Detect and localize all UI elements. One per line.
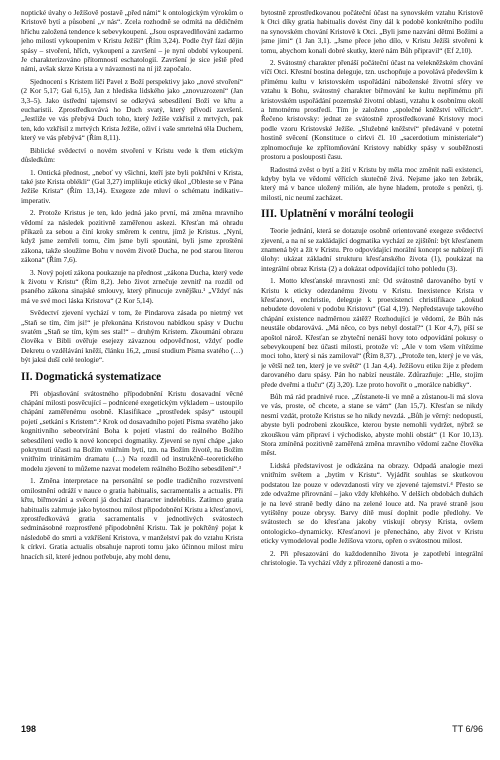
paragraph: 2. Svátostný charakter přenáší počáteční účast na velekněžském chování víčí Otci. Křestní bostina deleguje, tzn. uschopňuje a povolává především k přímému kultu v kristovském uspořádání náboženské životní sféry ve vztahu k Bohu, svátostný charakter biřmování ke kultu nepřímému při kristovském uspořádání pozemské životní oblasti, vztahu k osobnímu okolí a hmotnému prostředí. Tím je založeno „společné kněžství věřících“. Řečeno kristovsky: jednat ze svátostně zprostředkované Kristovy moci podle vzoru Kristovské Ježíše. „Služebné kněžství“ předávané v potetní hostině svěcení (Konstituce o církvi čl. 10 „sacerdotium ministeriale“) zplnomocňuje ke zpřítomňování Kristovy nabídky spásy v souběžnosti prostoru a poslouposti času. <box>261 58 483 162</box>
paragraph: Svědectví zjevení vychází v tom, že Pindarova zásada po nietrný vet „Staň se tím, čím jsi!“ je překonána Kristovou nabídkou spásy v Duchu svatém „Staň se tím, kým ses stal!“ – druhým Kristem. Zkoumání obrazu člověka v Bibli ověřuje esejezy závaznou odpověďnost, vždyť podle Dekretu o vzdělávání kněží, článku 16,2, „musí studium Písma svatého (…) být jaksi duší celé teologie“. <box>21 308 243 365</box>
paragraph: 1. Motto křesťanské mravnosti zní: Od svátostně darovaného bytí v Kristu k eticky odezdanému životu v Kristu. Inexistence Krista v křesťanovi, enchristie, deleguje k proexistenci christifikace „dokud nebudete dovoleni v podobu Kristovu“ (Gal 4,19). Nepředstavuje takového chápání existence nadměrnou zátěž? Rozhodující je vědomí, že Bůh nás neustále obdarovává. „Má něco, co bys nebyl dostal?“ (1 Kor 4,7), píší se apoštol nárož. Křesťan se zbyteční nenáší hovy toto odpovídání pokusy o sebevykoupení bez účasti milosti, protože ví: „Ale v tom všem vítězíme moci toho, který si nás zamiloval“ (Řím 8,37). „Protože ten, který je ve vás, je větší než ten, který je ve světě“ (1 Jan 4,4). Ježíšovu etiku žije z předem darovaného daru spásy. Pán ho nabízí neustále. Zdůrazňuje: „Hle, stojím přede dveřmi a tluču“ (Zj 3,20). Lze proto hovořit o „morálce nabídky“. <box>261 276 483 389</box>
section-heading-dogmatic: II. Dogmatická systematizace <box>21 370 162 383</box>
paragraph: Při objasňování svátostného přípodobnění Kristu dosavadní věcné chápání milosti posvěcující – podnícené exegetickým výkladem – ustoupilo chápání zaměřenému osobně. Klasifikace „prostředek spásy“ ustoupil pojetí „setkání s Kristem“.² Krok od dosavadního pojetí Písma svatého jako kognitivního sebeotvírání Boha k pojetí vlastní do reálného Božího sebesdílení vedlo k nové koncepci dogmatiky. Zjevení se nyní chápe „jako pokrytnutí účasti na Božím vnitřním bytí, tzn. na Božím životě, na Božím vnitřním trinitárním dramatu (…) Na rozdíl od instrukčně–teoretického modelu zjevení to můžeme nazvat modelem reálného Božího sebesdílení“.³ <box>21 388 243 473</box>
left-column <box>21 8 243 720</box>
issue-label: TT 6/96 <box>452 724 483 734</box>
paragraph: Teorie jednání, která se dotazuje osobně orientované exegeze svědectví zjevení, a na ní se zakládající dogmatika vychází ze zjištění: být křesťanem znamená být a žít v Kristu. Pro odpovídající morální koncept se nabízejí tři úlohy: ukázat základní strukturu křesťanského života (1), poukázat na integrální obraz Krista (2) a dokázat odpovídající toho pohledu (3). <box>261 226 483 273</box>
document-page <box>21 8 483 738</box>
page-number: 198 <box>21 724 37 734</box>
paragraph: Biblické svědectví o novém stvoření v Kristu vede k třem etickým důsledkům: <box>21 145 243 165</box>
paragraph: noptické úvahy o Ježíšově postavě „před námi“ k ontologickým výrokům o Kristově bytí a působení „v nás“. Zcela rozhodně se odmítá na dědičném hříchu založená tendence k sebevykoupení. „Jsou ospravedlňováni zadarmo jeho milostí vykoupením v Kristu Ježíši“ (Řím 3,24). Podle čtyř fází dějin spásy – stvoření, hřích, vykoupení a završení – je nyní období vykoupení. Je charakterizováno přítomností eschatologií. Završení je sice ještě před námi, avšak skrze Krista a v návaznosti na ní již započalo. <box>21 8 243 74</box>
paragraph: 1. Změna interpretace na personální se podle tradičního rozvrstvení omilostnění odráží v nauce o gratia habitualis, sacramentalis a actualis. Při křtu, biřmování a svěcení já dochází character indelebilis. Zatímco gratia habitualis zahrnuje jako bytostnou milost připodobnění Kristu a křesťanovi, zprostředkovává gratia sacramentalis v jednotlivých svátostech sedminásobné rozprostřené připodobnění Kristu. Tak je pokřtěný pojat k následobě do smrti a vzkříšení Kristova, v manželství pak do vztahu Krista k církvi. Gratia actualis obsahuje naproti tomu jako účinnou milost míru hnacích sil, které jednou potřebuje, aby mohl denu, <box>21 476 243 561</box>
paragraph: Radostná zvěst o bytí a žití v Kristu by měla moc změnit naši existenci, kdyby byla ve vědomí věřících skutečně živá. Nejsme jako ten žebrák, který má v bance uložený milión, ale hyne hladem, protože s penězi, tj. milostí, nic neumí zacházet. <box>261 164 483 202</box>
paragraph: bytostně zprostředkovanou počáteční účast na synovském vztahu Kristově k Otci díky gratia habitualis dovést činy dál k podobě konkrétního podílu na synovském chování Kristově k Otci. „Byli jsme nazváni dětmi Božími a jsme jimi“ (1 Jan 3,1). „Jsme přece jeho dílo, v Kristu Ježíši stvořeni k tomu, abychom konali dobré skutky, které nám Bůh připravil“ (Ef 2,10). <box>261 8 483 55</box>
paragraph: 3. Nový pojetí zákona poukazuje na přednost „zákona Ducha, který vede k životu v Kristu“ (Řím 8,2). Jeho život zrnečuje zevnitř na rozdíl od psaného zákona sinajské smlouvy, který přinucuje zvnějšku.¹ „Vždyť nás má ve své moci láska Kristova“ (2 Kor 5,14). <box>21 267 243 305</box>
paragraph: Lidská představivost je odkázána na obrazy. Odpadá analogie mezi vnitřním světem a „bytím v Kristu“. Vyjádřit souhlas se skutkovou podstatou lze pouze v odevzdanosti víry ve zjevené tajemství.⁴ Přesto se zde odvažme přirovnání – jako vždy křehkého. V delších obdobách duhách je na levé straně bedly dáno na zelené louce atd. Na pravé straně jsou vytištěny pouze obrysy. Barvy dítě musí doplnit podle předlohy. Ve svátostech se do křesťana jakoby vtiskují obrysy Krista, ovšem ontologicko–dynamicky. Křesťanovi je přenecháno, aby život v Kristu eticky vymodeloval podle Ježíšova vzoru, opřen o svátostnou milost. <box>261 460 483 546</box>
paragraph: 2. Protože Kristus je ten, kdo jedná jako první, má změna mravního vědomí za následek pozitivně zaměřenou askezi. Křesťan má ohradu příkazů za sebou a činí kroky směrem k centru, jímž je Kristus. „Nyní, když jsme zemřeli tomu, čím jsme byli spoutáni, byli jsme zproštěni zákona, takže sloužíme Bohu v novém životě Ducha, ne pod starou literou zákona“ (Řím 7,6). <box>21 208 243 265</box>
section-heading-moral: III. Uplatnění v morální teologii <box>261 208 414 221</box>
paragraph: 1. Ontická přednost, „neboť vy všichni, kteří jste byli pokřtěni v Krista, také jste Krista oblékli“ (Gal 3,27) implikuje etický úkol „Obleste se v Pána Ježíše Krista“ (Řím 13,14). Exegeze zde mluví o schématu indikativ–imperativ. <box>21 167 243 205</box>
paragraph: 2. Při přesazování do každodenního života je zapotřebí integrální christologie. Ta vychází vždy z přirozené danosti a mo- <box>261 548 483 567</box>
paragraph: Bůh má rád pradnivé ruce. „Zůstanete-li ve mně a zůstanou-li má slova ve vás, proste, oč chcete, a stane se vám“ (Jan 15,7). Křesťan se nikdy nesmí vzdát, protože Kristus se ho nikdy nevzdá. „Bůh je věrný: nedopustí, abyste byli podrobeni zkouškce, kterou byste nemohli vydržet, nýbrž se zkouškou vám připraví i východisko, abyste mohli obstát“ (1 Kor 10,13). Stora zmíněná pozitivně zaměřená změna mravního vědomí začne člověka měst. <box>261 392 483 458</box>
paragraph: Sjednocení s Kristem líčí Pavel z Boží perspektivy jako „nové stvoření“ (2 Kor 5,17; Gal 6,15), Jan z hlediska lidského jako „znovuzrození“ (Jan 3,3–5). Jako ústřední tajemství se odkrývá sebesdílení Boží ve křtu a eucharistii. Zprostředkovává ho Duch svatý, který přivodí završení. „Jestliže ve vás přebývá Duch toho, který Ježíše vzkřísil z mrtvých, pak ten, kdo vzkřísil z mrtvých Krista Ježíše, oživí i vaše smrtelná těla Duchem, který ve vás přebývá“ (Řím 8,11). <box>21 76 243 143</box>
right-column <box>261 8 483 720</box>
page-footer <box>21 724 483 738</box>
